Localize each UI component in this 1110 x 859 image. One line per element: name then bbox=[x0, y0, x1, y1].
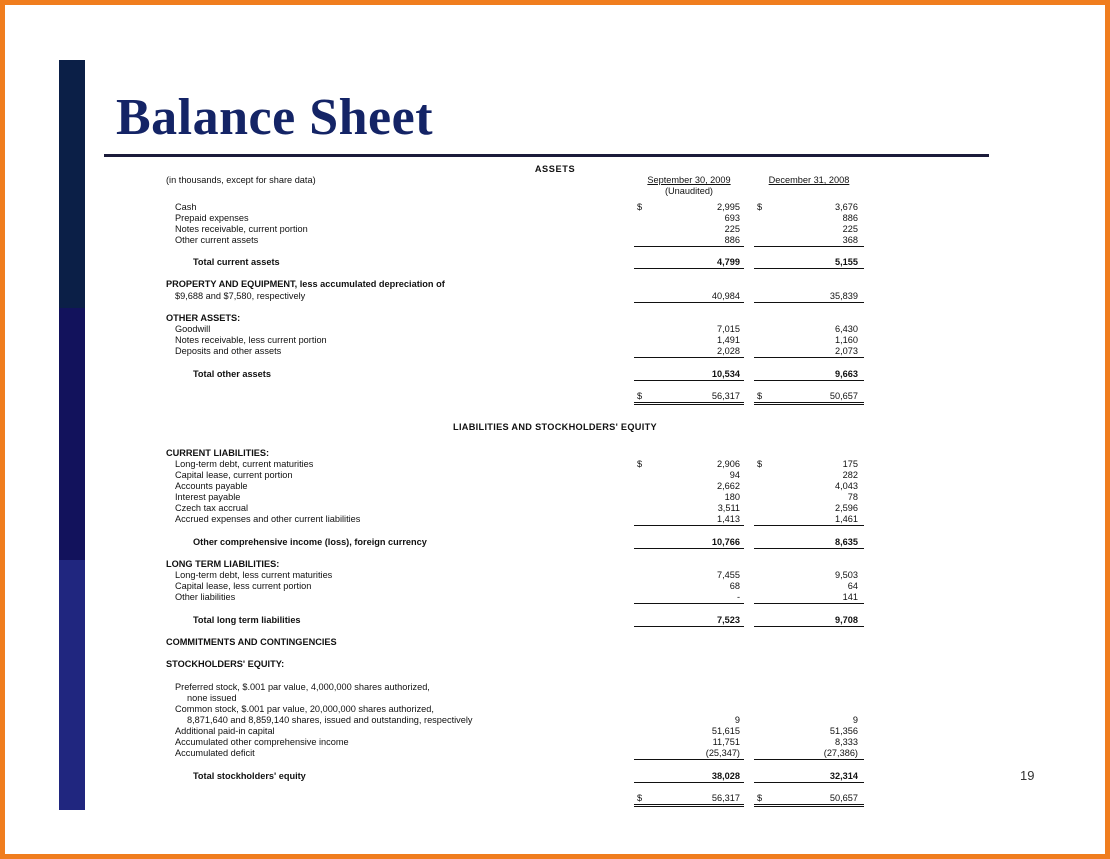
value-col1: 225 bbox=[724, 224, 740, 234]
row-label: Accumulated deficit bbox=[175, 748, 255, 758]
row-label: Accumulated other comprehensive income bbox=[175, 737, 349, 747]
value-col2: (27,386) bbox=[823, 748, 858, 758]
value-col2: 1,160 bbox=[835, 335, 858, 345]
underline bbox=[754, 246, 864, 247]
row-label: Other current assets bbox=[175, 235, 259, 245]
row-label: Cash bbox=[175, 202, 197, 212]
currency-symbol-col1: $ bbox=[637, 793, 643, 803]
underline bbox=[754, 268, 864, 269]
value-col1: - bbox=[736, 592, 740, 602]
value-col2: 8,635 bbox=[835, 537, 858, 547]
row-label: Long-term debt, less current maturities bbox=[175, 570, 333, 580]
underline bbox=[634, 525, 744, 526]
value-col2: 9 bbox=[852, 715, 858, 725]
table-row bbox=[0, 537, 1110, 549]
table-row bbox=[0, 771, 1110, 783]
underline bbox=[754, 402, 864, 403]
row-label: Common stock, $.001 par value, 20,000,000 shares authorized, bbox=[175, 704, 434, 714]
row-label: Preferred stock, $.001 par value, 4,000,000 shares authorized, bbox=[175, 682, 430, 692]
table-row bbox=[0, 346, 1110, 358]
value-col2: 3,676 bbox=[835, 202, 858, 212]
row-label: Total other assets bbox=[193, 369, 271, 379]
underline bbox=[754, 525, 864, 526]
value-col2: 51,356 bbox=[829, 726, 858, 736]
value-col1: 11,751 bbox=[712, 737, 740, 747]
value-col2: 141 bbox=[842, 592, 858, 602]
value-col2: 64 bbox=[847, 581, 858, 591]
table-row bbox=[0, 279, 1110, 291]
underline bbox=[754, 804, 864, 805]
table-row bbox=[0, 637, 1110, 649]
currency-symbol-col2: $ bbox=[757, 793, 763, 803]
row-label: OTHER ASSETS: bbox=[166, 313, 241, 323]
underline bbox=[634, 380, 744, 381]
underline bbox=[634, 782, 744, 783]
currency-symbol-col1: $ bbox=[637, 391, 643, 401]
row-label: Capital lease, less current portion bbox=[175, 581, 312, 591]
row-label: Total current assets bbox=[193, 257, 280, 267]
row-label: Other liabilities bbox=[175, 592, 236, 602]
liabilities-heading-row bbox=[0, 422, 1110, 434]
value-col2: 50,657 bbox=[829, 391, 858, 401]
value-col2: 2,596 bbox=[835, 503, 858, 513]
units-note: (in thousands, except for share data) bbox=[166, 175, 316, 185]
value-col2: 8,333 bbox=[835, 737, 858, 747]
value-col1: 4,799 bbox=[717, 257, 740, 267]
value-col2: 886 bbox=[842, 213, 858, 223]
underline bbox=[634, 404, 744, 405]
row-label: Notes receivable, less current portion bbox=[175, 335, 327, 345]
underline bbox=[634, 804, 744, 805]
slide-title: Balance Sheet bbox=[116, 89, 434, 146]
row-label: CURRENT LIABILITIES: bbox=[166, 448, 270, 458]
table-row bbox=[0, 748, 1110, 760]
value-col1: 2,028 bbox=[717, 346, 740, 356]
row-label: none issued bbox=[187, 693, 237, 703]
value-col1: 886 bbox=[724, 235, 740, 245]
value-col1: 56,317 bbox=[711, 793, 740, 803]
liabilities-heading: LIABILITIES AND STOCKHOLDERS' EQUITY bbox=[453, 422, 657, 432]
underline bbox=[754, 782, 864, 783]
row-label: Total stockholders' equity bbox=[193, 771, 306, 781]
row-label: Capital lease, current portion bbox=[175, 470, 293, 480]
value-col2: 50,657 bbox=[829, 793, 858, 803]
value-col1: 51,615 bbox=[711, 726, 740, 736]
underline bbox=[634, 402, 744, 403]
assets-heading: ASSETS bbox=[534, 164, 576, 174]
col2-header: December 31, 2008 bbox=[768, 175, 850, 185]
value-col1: (25,347) bbox=[705, 748, 740, 758]
underline bbox=[634, 603, 744, 604]
row-label: Deposits and other assets bbox=[175, 346, 282, 356]
value-col2: 9,503 bbox=[835, 570, 858, 580]
value-col2: 78 bbox=[847, 492, 858, 502]
value-col2: 175 bbox=[842, 459, 858, 469]
currency-symbol-col2: $ bbox=[757, 391, 763, 401]
table-row bbox=[0, 659, 1110, 671]
underline bbox=[634, 806, 744, 807]
row-label: Notes receivable, current portion bbox=[175, 224, 308, 234]
table-row bbox=[0, 235, 1110, 247]
currency-symbol-col1: $ bbox=[637, 202, 643, 212]
value-col2: 6,430 bbox=[835, 324, 858, 334]
value-col1: 10,534 bbox=[711, 369, 740, 379]
table-row bbox=[0, 615, 1110, 627]
value-col1: 3,511 bbox=[717, 503, 740, 513]
table-row bbox=[0, 793, 1110, 805]
row-label: Other comprehensive income (loss), foreign currency bbox=[193, 537, 427, 547]
col1-subheader: (Unaudited) bbox=[664, 186, 713, 196]
row-label: Interest payable bbox=[175, 492, 241, 502]
value-col2: 9,663 bbox=[835, 369, 858, 379]
row-label: Accrued expenses and other current liabilities bbox=[175, 514, 361, 524]
row-label: Prepaid expenses bbox=[175, 213, 249, 223]
value-col2: 5,155 bbox=[835, 257, 858, 267]
underline bbox=[754, 357, 864, 358]
value-col2: 1,461 bbox=[835, 514, 858, 524]
underline bbox=[754, 626, 864, 627]
value-col1: 1,413 bbox=[717, 514, 740, 524]
value-col1: 693 bbox=[724, 213, 740, 223]
value-col1: 1,491 bbox=[717, 335, 740, 345]
table-row bbox=[0, 369, 1110, 381]
page-number: 19 bbox=[1020, 768, 1035, 783]
underline bbox=[754, 380, 864, 381]
value-col2: 2,073 bbox=[835, 346, 858, 356]
row-label: COMMITMENTS AND CONTINGENCIES bbox=[166, 637, 337, 647]
row-label: 8,871,640 and 8,859,140 shares, issued and outstanding, respectively bbox=[187, 715, 473, 725]
currency-symbol-col1: $ bbox=[637, 459, 643, 469]
underline bbox=[634, 268, 744, 269]
row-label: STOCKHOLDERS' EQUITY: bbox=[166, 659, 285, 669]
underline bbox=[754, 806, 864, 807]
underline bbox=[754, 548, 864, 549]
underline bbox=[754, 603, 864, 604]
value-col1: 40,984 bbox=[711, 291, 740, 301]
value-col1: 94 bbox=[729, 470, 740, 480]
underline bbox=[634, 626, 744, 627]
table-row bbox=[0, 514, 1110, 526]
value-col1: 68 bbox=[729, 581, 740, 591]
row-label: Additional paid-in capital bbox=[175, 726, 275, 736]
table-row bbox=[0, 291, 1110, 303]
value-col1: 2,662 bbox=[717, 481, 740, 491]
row-label: PROPERTY AND EQUIPMENT, less accumulated depreciation of bbox=[166, 279, 445, 289]
value-col1: 9 bbox=[734, 715, 740, 725]
value-col2: 282 bbox=[842, 470, 858, 480]
currency-symbol-col2: $ bbox=[757, 459, 763, 469]
value-col1: 10,766 bbox=[711, 537, 740, 547]
column-subheader-row bbox=[0, 186, 1110, 198]
value-col2: 225 bbox=[842, 224, 858, 234]
table-row bbox=[0, 257, 1110, 269]
value-col2: 9,708 bbox=[835, 615, 858, 625]
underline bbox=[634, 302, 744, 303]
currency-symbol-col2: $ bbox=[757, 202, 763, 212]
row-label: $9,688 and $7,580, respectively bbox=[175, 291, 306, 301]
underline bbox=[754, 759, 864, 760]
value-col2: 368 bbox=[842, 235, 858, 245]
row-label: Goodwill bbox=[175, 324, 211, 334]
value-col1: 56,317 bbox=[711, 391, 740, 401]
row-label: Long-term debt, current maturities bbox=[175, 459, 314, 469]
value-col1: 7,523 bbox=[717, 615, 740, 625]
value-col1: 7,455 bbox=[717, 570, 740, 580]
row-label: Czech tax accrual bbox=[175, 503, 249, 513]
value-col1: 38,028 bbox=[711, 771, 740, 781]
value-col1: 2,906 bbox=[717, 459, 740, 469]
value-col1: 2,995 bbox=[717, 202, 740, 212]
table-row bbox=[0, 391, 1110, 403]
value-col1: 7,015 bbox=[717, 324, 740, 334]
row-label: Accounts payable bbox=[175, 481, 248, 491]
value-col2: 4,043 bbox=[835, 481, 858, 491]
value-col2: 32,314 bbox=[829, 771, 858, 781]
value-col1: 180 bbox=[724, 492, 740, 502]
col1-header: September 30, 2009 bbox=[647, 175, 731, 185]
underline bbox=[634, 548, 744, 549]
underline bbox=[634, 357, 744, 358]
row-label: Total long term liabilities bbox=[193, 615, 301, 625]
underline bbox=[754, 404, 864, 405]
value-col2: 35,839 bbox=[829, 291, 858, 301]
underline bbox=[634, 246, 744, 247]
underline bbox=[754, 302, 864, 303]
underline bbox=[634, 759, 744, 760]
table-row bbox=[0, 592, 1110, 604]
row-label: LONG TERM LIABILITIES: bbox=[166, 559, 280, 569]
